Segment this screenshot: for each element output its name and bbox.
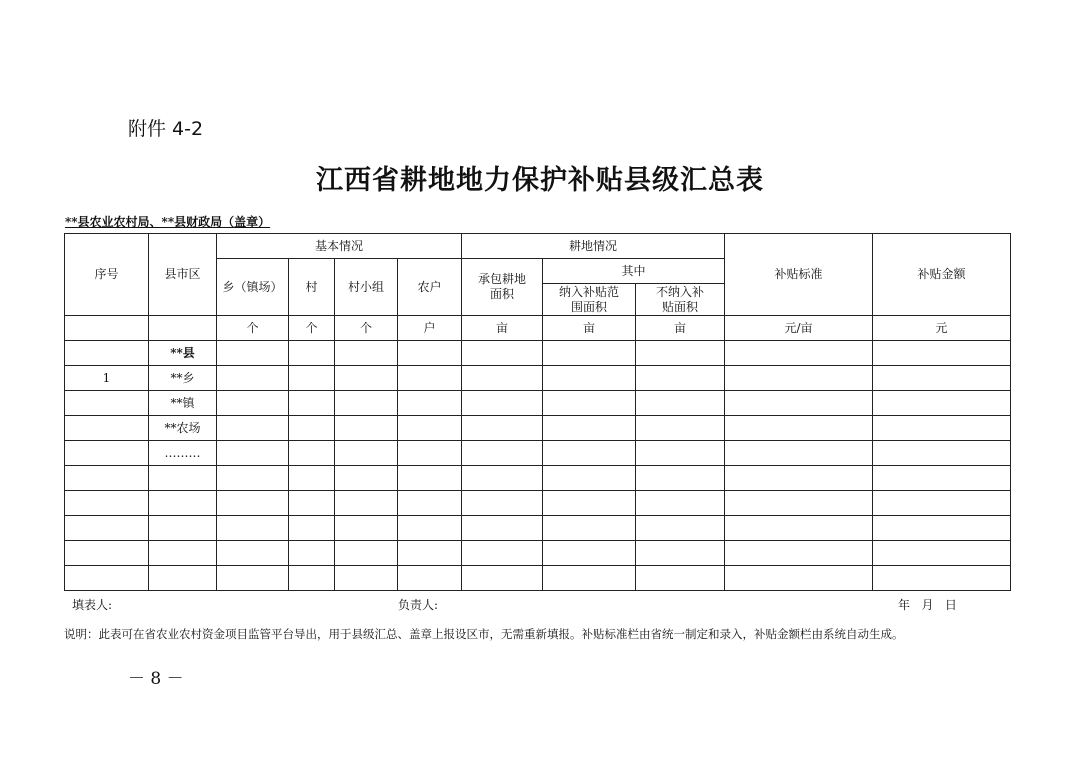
responsible-label: 负责人: [398,598,439,612]
page-number: － 8 － [128,669,184,689]
header-cultivated: 耕地情况 [462,234,725,259]
header-farmer: 农户 [398,259,462,316]
document-title: 江西省耕地地力保护补贴县级汇总表 [316,165,764,196]
header-group: 村小组 [335,259,398,316]
summary-table [64,233,1011,591]
header-seq: 序号 [65,234,149,316]
row-name [149,566,217,591]
unit-cell: 个 [289,316,335,341]
header-included-area: 纳入补贴范围面积 [543,284,636,316]
table-row [65,391,1011,416]
row-name [149,491,217,516]
row-seq [65,466,149,491]
header-amount: 补贴金额 [873,234,1011,316]
table-row [65,541,1011,566]
row-seq [65,416,149,441]
header-of-which: 其中 [543,259,725,284]
row-name: ……… [149,441,217,466]
row-seq [65,341,149,366]
header-township: 乡（镇场） [217,259,289,316]
row-name [149,466,217,491]
header-standard: 补贴标准 [725,234,873,316]
header-basic: 基本情况 [217,234,462,259]
row-seq [65,566,149,591]
unit-cell: 元/亩 [725,316,873,341]
unit-cell: 个 [335,316,398,341]
table-row [65,566,1011,591]
row-seq [65,491,149,516]
header-county: 县市区 [149,234,217,316]
row-name: **县 [149,341,217,366]
row-name [149,541,217,566]
table-row [65,491,1011,516]
table-row [65,441,1011,466]
row-seq: 1 [65,366,149,391]
unit-cell: 个 [217,316,289,341]
row-seq [65,541,149,566]
table-row [65,341,1011,366]
unit-cell: 亩 [543,316,636,341]
row-seq [65,391,149,416]
header-village: 村 [289,259,335,316]
row-name: **镇 [149,391,217,416]
table-row [65,516,1011,541]
unit-cell: 元 [873,316,1011,341]
row-name: **乡 [149,366,217,391]
unit-cell: 户 [398,316,462,341]
filler-label: 填表人: [72,598,113,612]
explanation-note: 说明：此表可在省农业农村资金项目监管平台导出，用于县级汇总、盖章上报设区市，无需重新填报。补贴标准栏由省统一制定和录入，补贴金额栏由系统自动生成。 [64,627,904,641]
row-seq [65,441,149,466]
issuing-unit: **县农业农村局、**县财政局（盖章） [65,215,271,229]
table-row [65,366,1011,391]
header-contract-area: 承包耕地面积 [462,259,543,316]
attachment-label: 附件 4-2 [128,118,204,140]
date-label: 年 月 日 [898,598,957,612]
header-excluded-area: 不纳入补贴面积 [636,284,725,316]
table-row [65,416,1011,441]
unit-cell: 亩 [636,316,725,341]
row-name [149,516,217,541]
unit-cell: 亩 [462,316,543,341]
row-name: **农场 [149,416,217,441]
table-row [65,466,1011,491]
row-seq [65,516,149,541]
